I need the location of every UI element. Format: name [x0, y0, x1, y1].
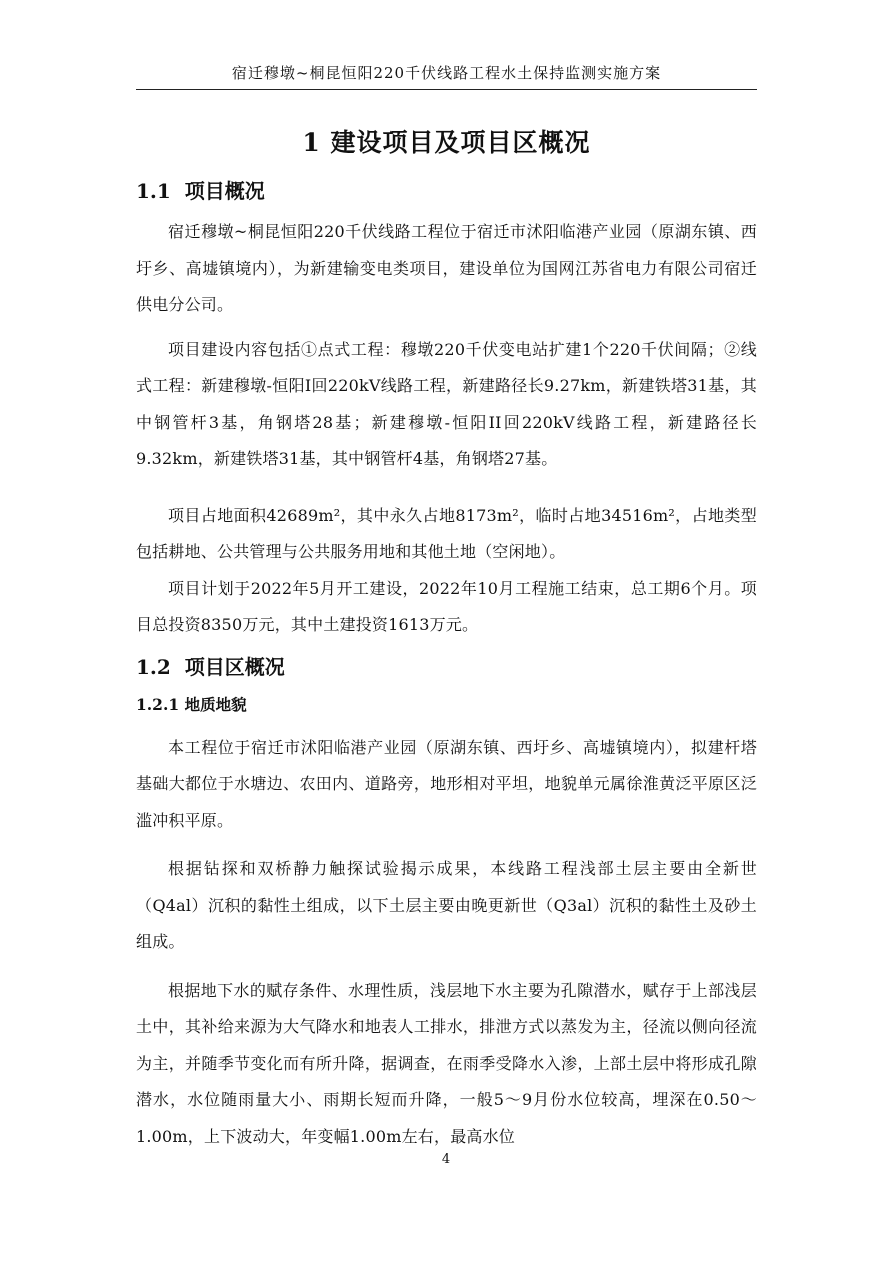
header-title: 宿迁穆墩~桐昆恒阳220千伏线路工程水土保持监测实施方案 — [231, 64, 662, 82]
paragraph: 根据钻探和双桥静力触探试验揭示成果，本线路工程浅部土层主要由全新世（Q4al）沉积的黏性土组成，以下土层主要由晚更新世（Q3al）沉积的黏性土及砂土组成。 — [136, 859, 757, 951]
subsection-number: 1.2.1 — [136, 694, 180, 714]
chapter-title: 建设项目及项目区概况 — [330, 128, 591, 157]
chapter-number: 1 — [302, 128, 321, 157]
paragraph: 根据地下水的赋存条件、水理性质，浅层地下水主要为孔隙潜水，赋存于上部浅层土中，其补给来源为大气降水和地表人工排水，排泄方式以蒸发为主，径流以侧向径流为主，并随季节变化而有所升降，据调查，在雨季受降水入渗，上部土层中将形成孔隙潜水，水位随雨量大小、雨期长短而升降，一般5～9月份水位较高，埋深在0.50～1.00m，上下波动大，年变幅1.00m左右，最高水位 — [136, 980, 757, 1146]
paragraph: 项目占地面积42689m²，其中永久占地8173m²，临时占地34516m²，占地类型包括耕地、公共管理与公共服务用地和其他土地（空闲地）。 — [136, 505, 757, 561]
subsection-heading-1-2-1 — [136, 690, 757, 720]
page-number: 4 — [441, 1152, 451, 1167]
paragraph: 本工程位于宿迁市沭阳临港产业园（原湖东镇、西圩乡、高墟镇境内），拟建杆塔基础大都位于水塘边、农田内、道路旁，地形相对平坦，地貌单元属徐淮黄泛平原区泛滥冲积平原。 — [136, 737, 757, 830]
section-heading-1-1 — [136, 172, 757, 210]
section-title: 项目区概况 — [184, 654, 285, 679]
chapter-heading — [136, 120, 757, 166]
section-heading-1-2 — [136, 648, 757, 686]
section-number: 1.2 — [136, 654, 171, 679]
paragraph: 项目计划于2022年5月开工建设，2022年10月工程施工结束，总工期6个月。项目总投资8350万元，其中土建投资1613万元。 — [136, 578, 757, 634]
section-number: 1.1 — [136, 179, 171, 203]
subsection-title: 地质地貌 — [184, 694, 247, 714]
paragraph: 宿迁穆墩~桐昆恒阳220千伏线路工程位于宿迁市沭阳临港产业园（原湖东镇、西圩乡、高墟镇境内），为新建输变电类项目，建设单位为国网江苏省电力有限公司宿迁供电分公司。 — [136, 222, 757, 314]
paragraph: 项目建设内容包括①点式工程：穆墩220千伏变电站扩建1个220千伏间隔；②线式工程：新建穆墩-恒阳I回220kV线路工程，新建路径长9.27km，新建铁塔31基，其中钢管杆3基，角钢塔28基；新建穆墩-恒阳II回220kV线路工程，新建路径长9.32km，新建铁塔31基，其中钢管杆4基，角钢塔27基。 — [136, 339, 757, 468]
section-title: 项目概况 — [184, 179, 265, 203]
page-header — [136, 62, 757, 90]
page-body — [136, 120, 757, 1155]
